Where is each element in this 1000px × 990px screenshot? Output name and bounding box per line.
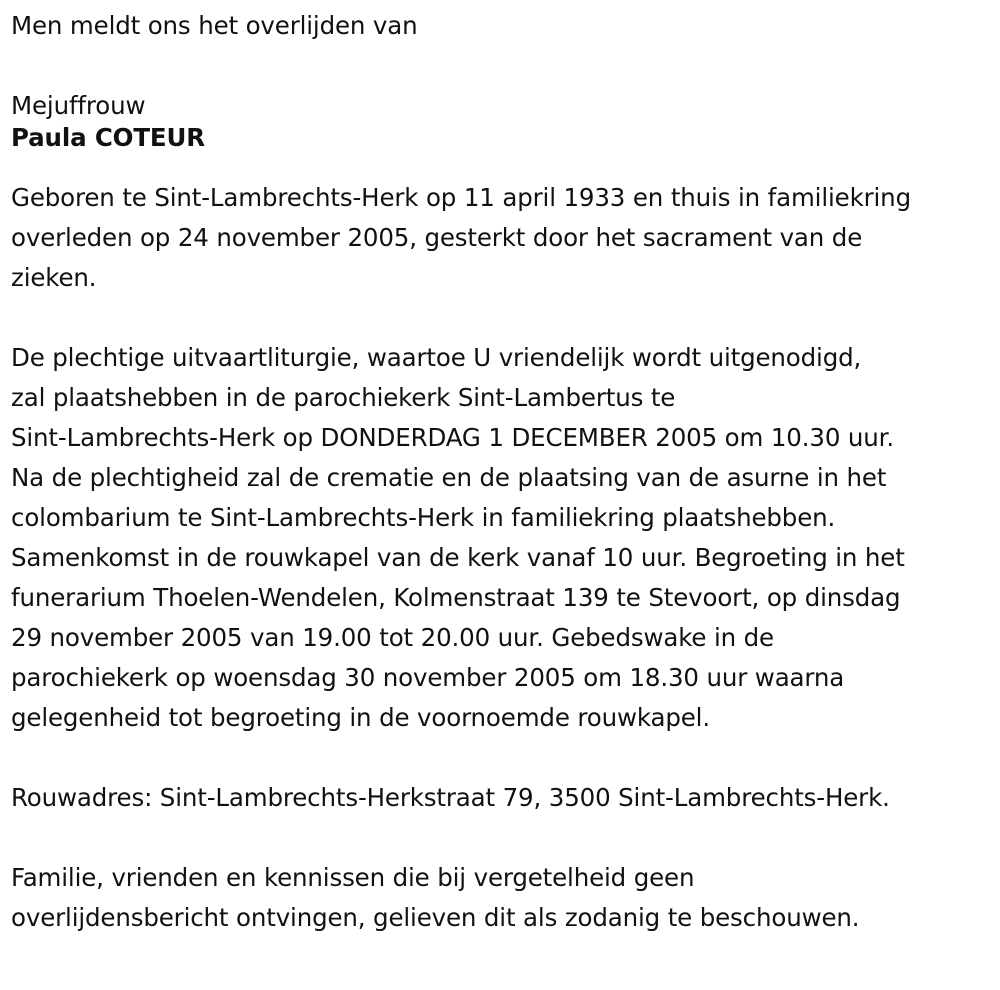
funeral-paragraph [11,338,996,738]
spacer [11,158,996,178]
paragraph-line: funerarium Thoelen-Wendelen, Kolmenstraat 139 te Stevoort, op dinsdag [11,583,901,612]
spacer [11,298,996,338]
paragraph-line: Geboren te Sint-Lambrechts-Herk op 11 april 1933 en thuis in familiekring [11,183,911,212]
paragraph-line: Sint-Lambrechts-Herk op DONDERDAG 1 DECEMBER 2005 om 10.30 uur. [11,423,894,452]
paragraph-line: parochiekerk op woensdag 30 november 2005 om 18.30 uur waarna [11,663,845,692]
spacer [11,46,996,86]
closing-paragraph [11,858,996,938]
mourning-address: Rouwadres: Sint-Lambrechts-Herkstraat 79, 3500 Sint-Lambrechts-Herk. [11,783,890,812]
paragraph-line: 29 november 2005 van 19.00 tot 20.00 uur. Gebedswake in de [11,623,774,652]
paragraph-line: zieken. [11,263,97,292]
paragraph-line: Na de plechtigheid zal de crematie en de plaatsing van de asurne in het [11,463,887,492]
deceased-title: Mejuffrouw [11,91,146,120]
paragraph-line: Samenkomst in de rouwkapel van de kerk vanaf 10 uur. Begroeting in het [11,543,905,572]
death-notice [11,6,996,938]
deceased-name: Paula COTEUR [11,123,205,152]
paragraph-line: gelegenheid tot begroeting in de voornoemde rouwkapel. [11,703,710,732]
paragraph-line: De plechtige uitvaartliturgie, waartoe U vriendelijk wordt uitgenodigd, [11,343,862,372]
paragraph-line: colombarium te Sint-Lambrechts-Herk in familiekring plaatshebben. [11,503,836,532]
paragraph-line: overlijdensbericht ontvingen, gelieven dit als zodanig te beschouwen. [11,903,860,932]
paragraph-line: zal plaatshebben in de parochiekerk Sint-Lambertus te [11,383,676,412]
birth-death-paragraph [11,178,996,298]
spacer [11,738,996,778]
paragraph-line: overleden op 24 november 2005, gesterkt door het sacrament van de [11,223,863,252]
intro-text: Men meldt ons het overlijden van [11,11,418,40]
spacer [11,818,996,858]
paragraph-line: Familie, vrienden en kennissen die bij vergetelheid geen [11,863,695,892]
